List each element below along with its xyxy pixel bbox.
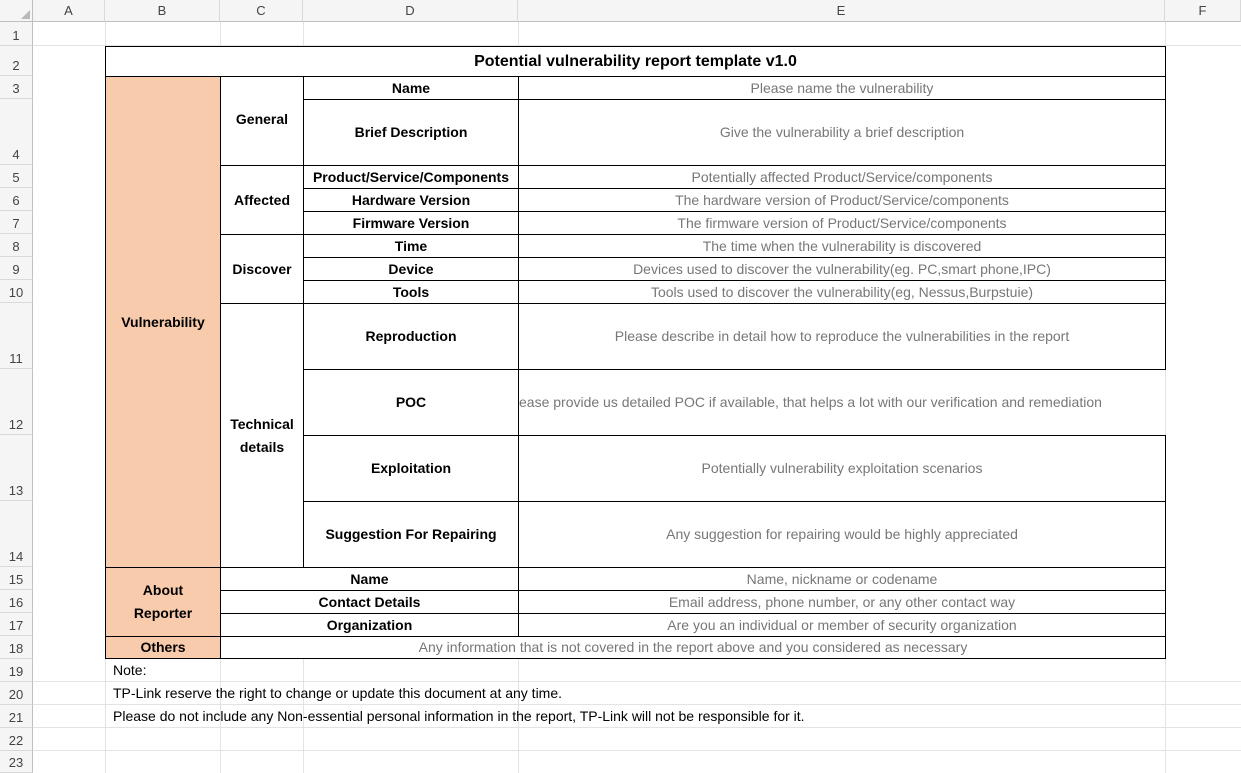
- field-label-device[interactable]: Device: [303, 257, 519, 281]
- others-hint[interactable]: Any information that is not covered in the report above and you considered as necessary: [220, 636, 1166, 659]
- note-line[interactable]: TP-Link reserve the right to change or update this document at any time.: [113, 685, 563, 701]
- gridline: [33, 750, 1241, 751]
- column-header-e[interactable]: E: [518, 0, 1165, 22]
- row-header[interactable]: 20: [0, 682, 33, 705]
- row-header[interactable]: 3: [0, 76, 33, 99]
- row-header[interactable]: 21: [0, 705, 33, 728]
- row-header[interactable]: 9: [0, 257, 33, 280]
- field-hint-reproduction[interactable]: Please describe in detail how to reproduce the vulnerabilities in the report: [518, 303, 1166, 370]
- field-hint-exploitation[interactable]: Potentially vulnerability exploitation scenarios: [518, 435, 1166, 502]
- report-title[interactable]: Potential vulnerability report template v1.0: [105, 46, 1166, 77]
- row-header[interactable]: 2: [0, 46, 33, 76]
- field-label-poc[interactable]: POC: [303, 369, 519, 436]
- row-header[interactable]: 23: [0, 751, 33, 773]
- reporter-section-label[interactable]: [105, 567, 221, 637]
- group-discover[interactable]: Discover: [220, 234, 304, 304]
- group-general[interactable]: General: [220, 76, 304, 166]
- field-label-firmware-version[interactable]: Firmware Version: [303, 211, 519, 235]
- field-label-suggestion[interactable]: Suggestion For Repairing: [303, 501, 519, 568]
- field-label-exploitation[interactable]: Exploitation: [303, 435, 519, 502]
- reporter-label-line2: Reporter: [133, 605, 193, 621]
- row-header[interactable]: 7: [0, 211, 33, 234]
- field-hint-device[interactable]: Devices used to discover the vulnerability(eg. PC,smart phone,IPC): [518, 257, 1166, 281]
- row-header[interactable]: 8: [0, 234, 33, 257]
- column-header-a[interactable]: A: [33, 0, 105, 22]
- field-hint-time[interactable]: The time when the vulnerability is discovered: [518, 234, 1166, 258]
- row-header[interactable]: 18: [0, 636, 33, 659]
- note-heading[interactable]: Note:: [113, 662, 147, 678]
- field-hint-product[interactable]: Potentially affected Product/Service/components: [518, 165, 1166, 189]
- row-header[interactable]: 11: [0, 303, 33, 369]
- note-line[interactable]: Please do not include any Non-essential personal information in the report, TP-Link will not be responsible for it.: [113, 708, 805, 724]
- field-hint-suggestion[interactable]: Any suggestion for repairing would be highly appreciated: [518, 501, 1166, 568]
- row-header[interactable]: 6: [0, 188, 33, 211]
- vulnerability-section-label[interactable]: Vulnerability: [105, 76, 221, 568]
- row-header[interactable]: 14: [0, 501, 33, 567]
- row-header[interactable]: 10: [0, 280, 33, 303]
- field-label-product[interactable]: Product/Service/Components: [303, 165, 519, 189]
- field-label-name[interactable]: Name: [303, 76, 519, 100]
- row-header[interactable]: 4: [0, 99, 33, 165]
- row-header[interactable]: 13: [0, 435, 33, 501]
- others-label[interactable]: Others: [105, 636, 221, 659]
- row-header[interactable]: 19: [0, 659, 33, 682]
- field-label-reproduction[interactable]: Reproduction: [303, 303, 519, 370]
- reporter-label-organization[interactable]: Organization: [220, 613, 519, 637]
- reporter-label-line1: About: [142, 582, 184, 598]
- row-header[interactable]: 12: [0, 369, 33, 435]
- field-hint-firmware-version[interactable]: The firmware version of Product/Service/components: [518, 211, 1166, 235]
- select-all-corner[interactable]: [0, 0, 33, 22]
- row-header[interactable]: 17: [0, 613, 33, 636]
- group-technical-line1: Technical: [230, 415, 294, 432]
- field-label-tools[interactable]: Tools: [303, 280, 519, 304]
- reporter-hint-organization[interactable]: Are you an individual or member of security organization: [518, 613, 1166, 637]
- field-hint-tools[interactable]: Tools used to discover the vulnerability(eg, Nessus,Burpstuie): [518, 280, 1166, 304]
- field-label-brief-description[interactable]: Brief Description: [303, 99, 519, 166]
- reporter-label-name[interactable]: Name: [220, 567, 519, 591]
- group-technical-line2: details: [239, 438, 285, 455]
- field-hint-name[interactable]: Please name the vulnerability: [518, 76, 1166, 100]
- field-label-hardware-version[interactable]: Hardware Version: [303, 188, 519, 212]
- reporter-label-contact[interactable]: Contact Details: [220, 590, 519, 614]
- column-header-d[interactable]: D: [303, 0, 518, 22]
- row-header[interactable]: 22: [0, 728, 33, 751]
- field-label-time[interactable]: Time: [303, 234, 519, 258]
- field-hint-brief-description[interactable]: Give the vulnerability a brief description: [518, 99, 1166, 166]
- reporter-hint-contact[interactable]: Email address, phone number, or any other contact way: [518, 590, 1166, 614]
- group-technical-details[interactable]: [220, 303, 304, 568]
- group-affected[interactable]: Affected: [220, 165, 304, 235]
- field-hint-poc[interactable]: ease provide us detailed POC if available, that helps a lot with our verification and remediation: [519, 394, 1102, 410]
- column-header-c[interactable]: C: [220, 0, 303, 22]
- row-header[interactable]: 15: [0, 567, 33, 590]
- column-header-f[interactable]: F: [1165, 0, 1241, 22]
- row-header[interactable]: 1: [0, 22, 33, 46]
- field-hint-hardware-version[interactable]: The hardware version of Product/Service/components: [518, 188, 1166, 212]
- reporter-hint-name[interactable]: Name, nickname or codename: [518, 567, 1166, 591]
- row-header[interactable]: 5: [0, 165, 33, 188]
- row-header[interactable]: 16: [0, 590, 33, 613]
- column-header-b[interactable]: B: [105, 0, 220, 22]
